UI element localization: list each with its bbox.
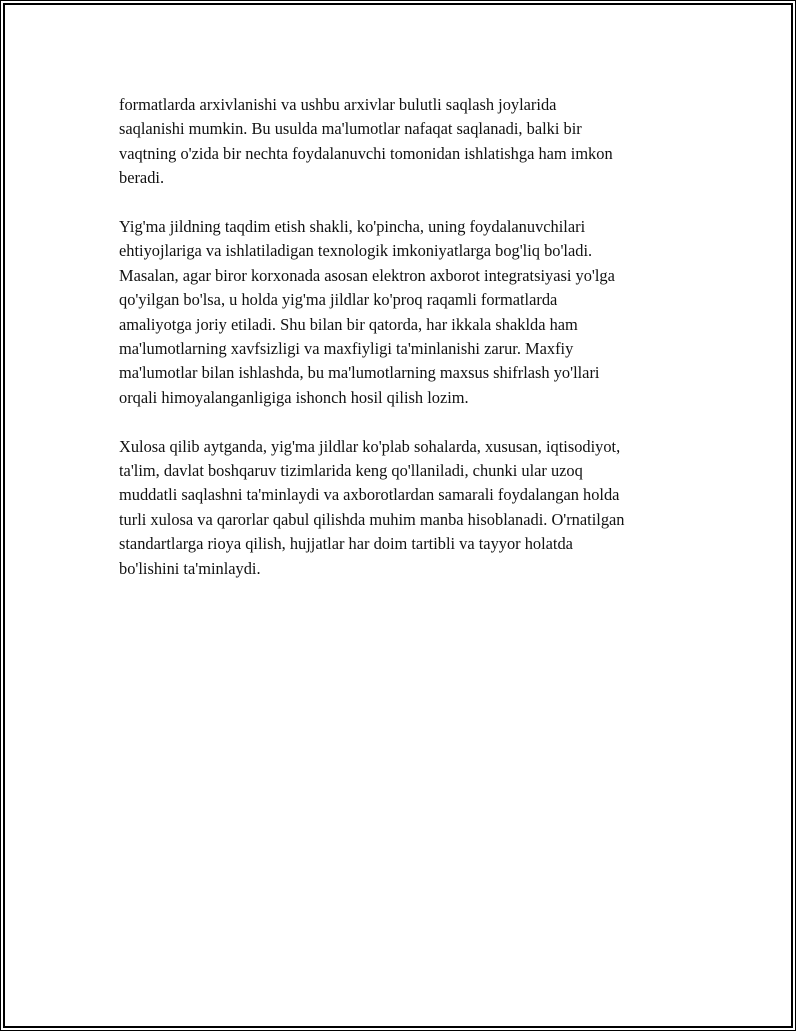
document-body (119, 93, 699, 605)
paragraph: Yig'ma jildning taqdim etish shakli, ko'pincha, uning foydalanuvchilari ehtiyojlariga va ishlatiladigan texnologik imkoniyatlarga bog'liq bo'ladi. Masalan, agar biror korxonada asosan elektron axborot integratsiyasi yo'lga qo'yilgan bo'lsa, u holda yig'ma jildlar ko'proq raqamli formatlarda amaliyotga joriy etiladi. Shu bilan bir qatorda, har ikkala shaklda ham ma'lumotlarning xavfsizligi va maxfiyligi ta'minlanishi zarur. Maxfiy ma'lumotlar bilan ishlashda, bu ma'lumotlarning maxsus shifrlash yo'llari orqali himoyalanganligiga ishonch hosil qilish lozim. (119, 217, 615, 407)
paragraph: Xulosa qilib aytganda, yig'ma jildlar ko'plab sohalarda, xususan, iqtisodiyot, ta'lim, davlat boshqaruv tizimlarida keng qo'llaniladi, chunki ular uzoq muddatli saqlashni ta'minlaydi va axborotlardan samarali foydalangan holda turli xulosa va qarorlar qabul qilishda muhim manba hisoblanadi. O'rnatilgan standartlarga rioya qilish, hujjatlar har doim tartibli va tayyor holatda bo'lishini ta'minlaydi. (119, 436, 625, 578)
paragraph: formatlarda arxivlanishi va ushbu arxivlar bulutli saqlash joylarida saqlanishi mumkin. Bu usulda ma'lumotlar nafaqat saqlanadi, balki bir vaqtning o'zida bir nechta foydalanuvchi tomonidan ishlatishga ham imkon beradi. (119, 95, 613, 188)
